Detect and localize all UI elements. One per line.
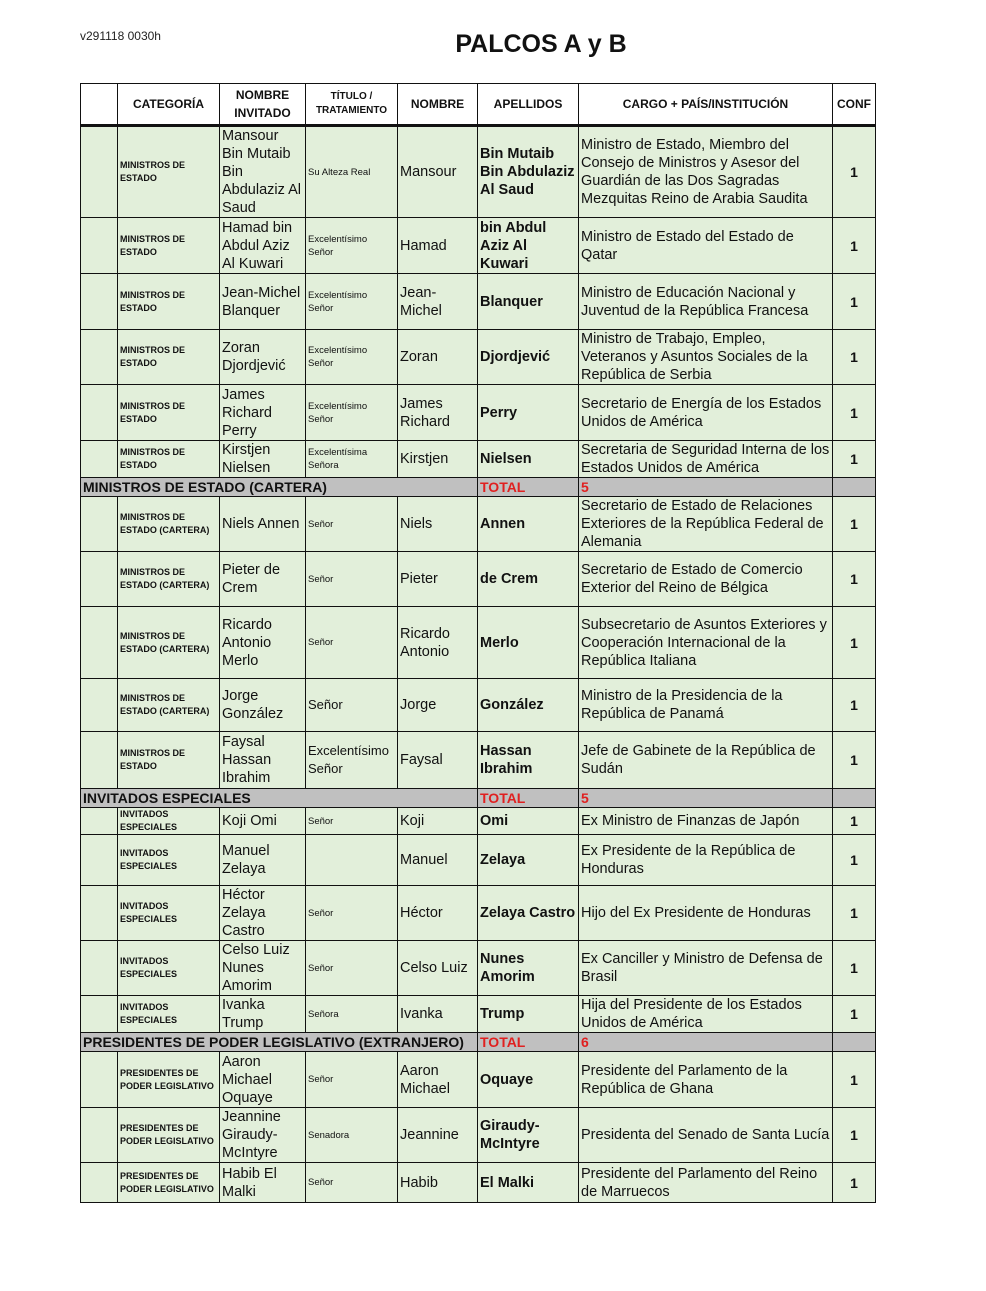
row-blank (81, 274, 118, 330)
row-blank (81, 941, 118, 996)
header-nombre-invitado: NOMBRE INVITADO (220, 84, 306, 126)
version-label: v291118 0030h (80, 29, 161, 43)
nombre-invitado-cell: Celso Luiz Nunes Amorim (220, 941, 306, 996)
row-blank (81, 996, 118, 1033)
header-apellidos: APELLIDOS (478, 84, 579, 126)
row-blank (81, 835, 118, 886)
cargo-cell: Secretario de Estado de Relaciones Exteriores de la República Federal de Alemania (579, 497, 833, 552)
row-blank (81, 552, 118, 607)
conf-cell: 1 (833, 941, 876, 996)
nombre-cell: Ivanka (398, 996, 478, 1033)
apellidos-cell: González (478, 679, 579, 732)
categoria-cell: MINISTROS DE ESTADO (CARTERA) (118, 679, 220, 732)
titulo-cell: Senadora (306, 1108, 398, 1163)
categoria-cell: INVITADOS ESPECIALES (118, 886, 220, 941)
conf-cell: 1 (833, 732, 876, 789)
nombre-cell: Aaron Michael (398, 1052, 478, 1108)
titulo-cell: Señor (306, 808, 398, 835)
conf-cell: 1 (833, 1163, 876, 1203)
cargo-cell: Ministro de Trabajo, Empleo, Veteranos y Asuntos Sociales de la República de Serbia (579, 330, 833, 385)
nombre-invitado-cell: Jeannine Giraudy-McIntyre (220, 1108, 306, 1163)
section-row (81, 478, 876, 497)
section-title: INVITADOS ESPECIALES (81, 789, 478, 808)
section-blank (833, 1033, 876, 1052)
nombre-cell: Jean-Michel (398, 274, 478, 330)
nombre-invitado-cell: Kirstjen Nielsen (220, 441, 306, 478)
categoria-cell: PRESIDENTES DE PODER LEGISLATIVO (118, 1108, 220, 1163)
conf-cell: 1 (833, 1108, 876, 1163)
nombre-cell: Habib (398, 1163, 478, 1203)
nombre-invitado-cell: Mansour Bin Mutaib Bin Abdulaziz Al Saud (220, 126, 306, 218)
cargo-cell: Ex Presidente de la República de Honduras (579, 835, 833, 886)
table-row (81, 1052, 876, 1108)
categoria-cell: MINISTROS DE ESTADO (118, 274, 220, 330)
categoria-cell: MINISTROS DE ESTADO (118, 218, 220, 274)
header-nombre: NOMBRE (398, 84, 478, 126)
apellidos-cell: Nunes Amorim (478, 941, 579, 996)
titulo-cell: Excelentísima Señora (306, 441, 398, 478)
conf-cell: 1 (833, 330, 876, 385)
section-total: 5 (579, 789, 833, 808)
nombre-invitado-cell: Habib El Malki (220, 1163, 306, 1203)
table-row (81, 808, 876, 835)
nombre-cell: Niels (398, 497, 478, 552)
nombre-cell: Jeannine (398, 1108, 478, 1163)
titulo-cell (306, 835, 398, 886)
apellidos-cell: Nielsen (478, 441, 579, 478)
nombre-cell: Pieter (398, 552, 478, 607)
categoria-cell: MINISTROS DE ESTADO (118, 385, 220, 441)
apellidos-cell: Oquaye (478, 1052, 579, 1108)
nombre-invitado-cell: Jean-Michel Blanquer (220, 274, 306, 330)
conf-cell: 1 (833, 679, 876, 732)
cargo-cell: Subsecretario de Asuntos Exteriores y Cooperación Internacional de la República Italiana (579, 607, 833, 679)
section-row (81, 789, 876, 808)
nombre-cell: Koji (398, 808, 478, 835)
nombre-cell: James Richard (398, 385, 478, 441)
section-total: 5 (579, 478, 833, 497)
guest-table (80, 83, 876, 1203)
cargo-cell: Ministro de Educación Nacional y Juventud de la República Francesa (579, 274, 833, 330)
nombre-invitado-cell: Ricardo Antonio Merlo (220, 607, 306, 679)
conf-cell: 1 (833, 441, 876, 478)
apellidos-cell: Blanquer (478, 274, 579, 330)
nombre-invitado-cell: Zoran Djordjević (220, 330, 306, 385)
row-blank (81, 1052, 118, 1108)
row-blank (81, 679, 118, 732)
table-row (81, 218, 876, 274)
cargo-cell: Ministro de Estado del Estado de Qatar (579, 218, 833, 274)
titulo-cell: Señor (306, 1163, 398, 1203)
apellidos-cell: Bin Mutaib Bin Abdulaziz Al Saud (478, 126, 579, 218)
section-blank (833, 789, 876, 808)
table-row (81, 835, 876, 886)
apellidos-cell: Zelaya (478, 835, 579, 886)
nombre-invitado-cell: Ivanka Trump (220, 996, 306, 1033)
categoria-cell: MINISTROS DE ESTADO (118, 126, 220, 218)
row-blank (81, 330, 118, 385)
header-blank (81, 84, 118, 126)
apellidos-cell: Perry (478, 385, 579, 441)
conf-cell: 1 (833, 218, 876, 274)
nombre-cell: Héctor (398, 886, 478, 941)
nombre-invitado-cell: James Richard Perry (220, 385, 306, 441)
row-blank (81, 441, 118, 478)
nombre-invitado-cell: Héctor Zelaya Castro (220, 886, 306, 941)
nombre-cell: Ricardo Antonio (398, 607, 478, 679)
titulo-cell: Excelentísimo Señor (306, 330, 398, 385)
cargo-cell: Secretaria de Seguridad Interna de los Estados Unidos de América (579, 441, 833, 478)
nombre-cell: Mansour (398, 126, 478, 218)
row-blank (81, 1108, 118, 1163)
titulo-cell: Señor (306, 1052, 398, 1108)
table-row (81, 385, 876, 441)
table-row (81, 607, 876, 679)
conf-cell: 1 (833, 385, 876, 441)
nombre-cell: Zoran (398, 330, 478, 385)
titulo-cell: Señor (306, 941, 398, 996)
conf-cell: 1 (833, 552, 876, 607)
row-blank (81, 218, 118, 274)
cargo-cell: Ex Canciller y Ministro de Defensa de Brasil (579, 941, 833, 996)
cargo-cell: Ministro de la Presidencia de la República de Panamá (579, 679, 833, 732)
cargo-cell: Ex Ministro de Finanzas de Japón (579, 808, 833, 835)
nombre-cell: Manuel (398, 835, 478, 886)
row-blank (81, 1163, 118, 1203)
nombre-invitado-cell: Niels Annen (220, 497, 306, 552)
apellidos-cell: Hassan Ibrahim (478, 732, 579, 789)
categoria-cell: INVITADOS ESPECIALES (118, 808, 220, 835)
section-total: 6 (579, 1033, 833, 1052)
cargo-cell: Hija del Presidente de los Estados Unidos de América (579, 996, 833, 1033)
nombre-cell: Jorge (398, 679, 478, 732)
row-blank (81, 126, 118, 218)
categoria-cell: PRESIDENTES DE PODER LEGISLATIVO (118, 1163, 220, 1203)
titulo-cell: Excelentísimo Señor (306, 218, 398, 274)
table-row (81, 126, 876, 218)
table-row (81, 996, 876, 1033)
row-blank (81, 732, 118, 789)
header-conf: CONF (833, 84, 876, 126)
cargo-cell: Presidenta del Senado de Santa Lucía (579, 1108, 833, 1163)
conf-cell: 1 (833, 808, 876, 835)
titulo-cell: Señor (306, 886, 398, 941)
nombre-invitado-cell: Pieter de Crem (220, 552, 306, 607)
nombre-cell: Kirstjen (398, 441, 478, 478)
categoria-cell: MINISTROS DE ESTADO (CARTERA) (118, 552, 220, 607)
titulo-cell: Señor (306, 607, 398, 679)
table-row (81, 886, 876, 941)
header-cargo: CARGO + PAÍS/INSTITUCIÓN (579, 84, 833, 126)
apellidos-cell: Giraudy-McIntyre (478, 1108, 579, 1163)
cargo-cell: Presidente del Parlamento de la República de Ghana (579, 1052, 833, 1108)
header-row (81, 84, 876, 126)
apellidos-cell: Zelaya Castro (478, 886, 579, 941)
nombre-invitado-cell: Hamad bin Abdul Aziz Al Kuwari (220, 218, 306, 274)
nombre-invitado-cell: Faysal Hassan Ibrahim (220, 732, 306, 789)
table-row (81, 1163, 876, 1203)
table-row (81, 1108, 876, 1163)
header-titulo: TÍTULO / TRATAMIENTO (306, 84, 398, 126)
apellidos-cell: Omi (478, 808, 579, 835)
row-blank (81, 497, 118, 552)
conf-cell: 1 (833, 274, 876, 330)
categoria-cell: MINISTROS DE ESTADO (118, 441, 220, 478)
row-blank (81, 385, 118, 441)
nombre-invitado-cell: Jorge González (220, 679, 306, 732)
conf-cell: 1 (833, 1052, 876, 1108)
cargo-cell: Secretario de Estado de Comercio Exterior del Reino de Bélgica (579, 552, 833, 607)
nombre-cell: Faysal (398, 732, 478, 789)
header-categoria: CATEGORÍA (118, 84, 220, 126)
total-label: TOTAL (478, 1033, 579, 1052)
categoria-cell: INVITADOS ESPECIALES (118, 941, 220, 996)
cargo-cell: Presidente del Parlamento del Reino de Marruecos (579, 1163, 833, 1203)
section-row (81, 1033, 876, 1052)
table-row (81, 552, 876, 607)
table-row (81, 497, 876, 552)
cargo-cell: Jefe de Gabinete de la República de Sudán (579, 732, 833, 789)
conf-cell: 1 (833, 835, 876, 886)
categoria-cell: INVITADOS ESPECIALES (118, 996, 220, 1033)
titulo-cell: Señor (306, 679, 398, 732)
table-row (81, 679, 876, 732)
titulo-cell: Señora (306, 996, 398, 1033)
total-label: TOTAL (478, 789, 579, 808)
cargo-cell: Secretario de Energía de los Estados Unidos de América (579, 385, 833, 441)
table-row (81, 330, 876, 385)
apellidos-cell: El Malki (478, 1163, 579, 1203)
section-title: PRESIDENTES DE PODER LEGISLATIVO (EXTRANJERO) (81, 1033, 478, 1052)
categoria-cell: MINISTROS DE ESTADO (CARTERA) (118, 497, 220, 552)
titulo-cell: Excelentísimo Señor (306, 385, 398, 441)
cargo-cell: Hijo del Ex Presidente de Honduras (579, 886, 833, 941)
titulo-cell: Excelentísimo Señor (306, 274, 398, 330)
section-blank (833, 478, 876, 497)
row-blank (81, 886, 118, 941)
categoria-cell: MINISTROS DE ESTADO (118, 330, 220, 385)
cargo-cell: Ministro de Estado, Miembro del Consejo de Ministros y Asesor del Guardián de las Dos Sagradas Mezquitas Reino de Arabia Saudita (579, 126, 833, 218)
titulo-cell: Señor (306, 552, 398, 607)
page-title: PALCOS A y B (455, 30, 627, 58)
conf-cell: 1 (833, 607, 876, 679)
table-row (81, 732, 876, 789)
nombre-invitado-cell: Koji Omi (220, 808, 306, 835)
table-row (81, 274, 876, 330)
conf-cell: 1 (833, 886, 876, 941)
apellidos-cell: Trump (478, 996, 579, 1033)
apellidos-cell: Annen (478, 497, 579, 552)
categoria-cell: MINISTROS DE ESTADO (118, 732, 220, 789)
titulo-cell: Excelentísimo Señor (306, 732, 398, 789)
nombre-cell: Hamad (398, 218, 478, 274)
table-row (81, 941, 876, 996)
apellidos-cell: Merlo (478, 607, 579, 679)
titulo-cell: Su Alteza Real (306, 126, 398, 218)
conf-cell: 1 (833, 126, 876, 218)
categoria-cell: PRESIDENTES DE PODER LEGISLATIVO (118, 1052, 220, 1108)
nombre-cell: Celso Luiz (398, 941, 478, 996)
section-title: MINISTROS DE ESTADO (CARTERA) (81, 478, 478, 497)
conf-cell: 1 (833, 497, 876, 552)
categoria-cell: MINISTROS DE ESTADO (CARTERA) (118, 607, 220, 679)
apellidos-cell: bin Abdul Aziz Al Kuwari (478, 218, 579, 274)
apellidos-cell: Djordjević (478, 330, 579, 385)
table-row (81, 441, 876, 478)
nombre-invitado-cell: Aaron Michael Oquaye (220, 1052, 306, 1108)
row-blank (81, 607, 118, 679)
total-label: TOTAL (478, 478, 579, 497)
titulo-cell: Señor (306, 497, 398, 552)
conf-cell: 1 (833, 996, 876, 1033)
row-blank (81, 808, 118, 835)
nombre-invitado-cell: Manuel Zelaya (220, 835, 306, 886)
apellidos-cell: de Crem (478, 552, 579, 607)
categoria-cell: INVITADOS ESPECIALES (118, 835, 220, 886)
